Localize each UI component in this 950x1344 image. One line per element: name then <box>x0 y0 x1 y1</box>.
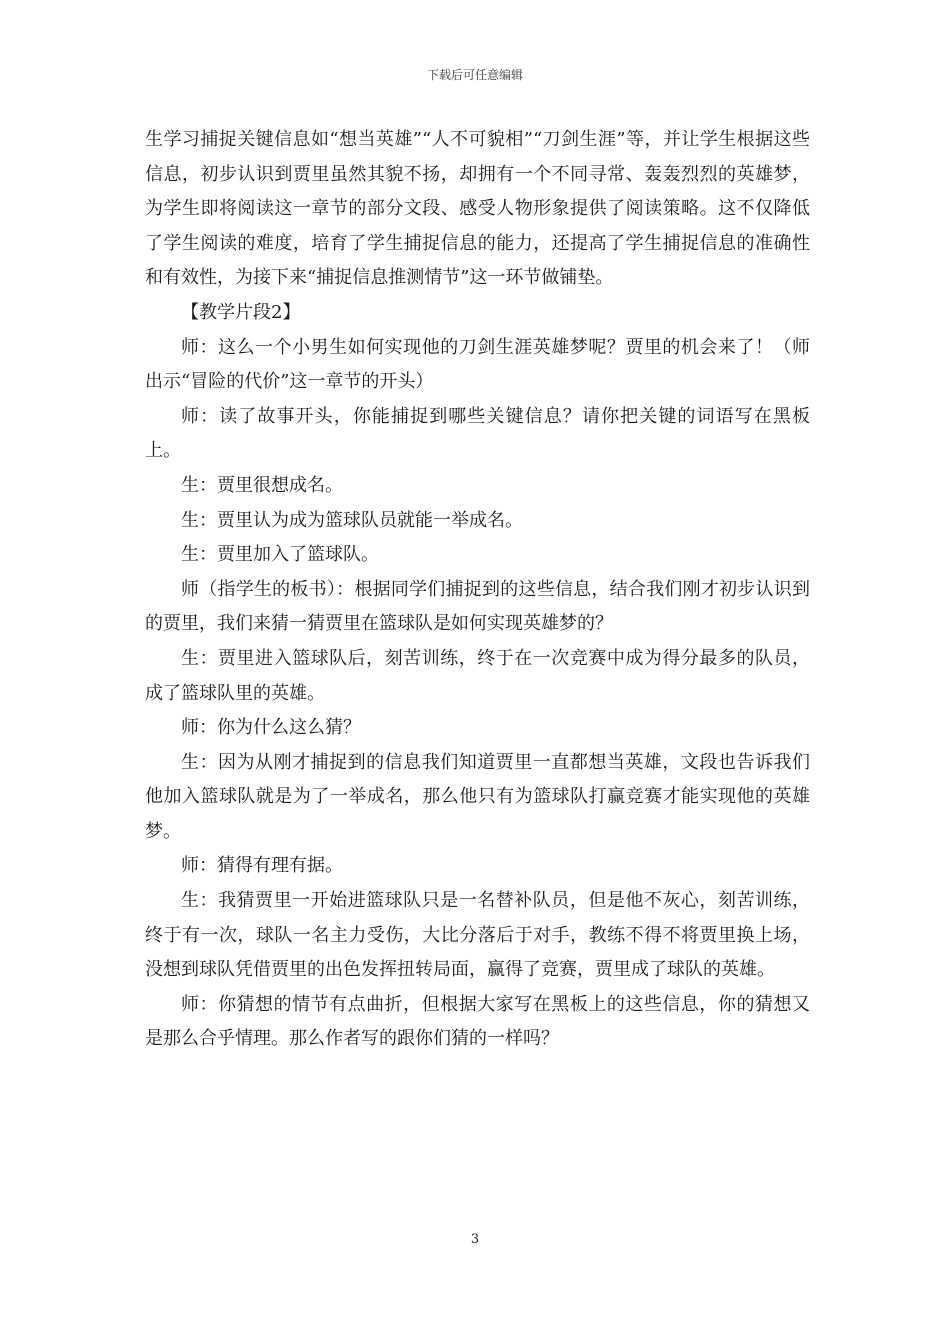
paragraph: 生：因为从刚才捕捉到的信息我们知道贾里一直都想当英雄，文段也告诉我们他加入篮球队就是为了一举成名，那么他只有为篮球队打赢竞赛才能实现他的英雄梦。 <box>145 751 810 842</box>
body-text <box>145 123 810 1057</box>
paragraph: 生：贾里很想成名。 <box>181 474 343 496</box>
page-number: 3 <box>470 1232 480 1247</box>
page-header: 下载后可任意编辑 <box>426 68 523 82</box>
paragraph: 生：贾里进入篮球队后，刻苦训练，终于在一次竞赛中成为得分最多的队员，成了篮球队里的英雄。 <box>145 647 810 704</box>
paragraph: 师（指学生的板书）：根据同学们捕捉到的这些信息，结合我们刚才初步认识到的贾里，我们来猜一猜贾里在篮球队是如何实现英雄梦的？ <box>145 578 810 635</box>
paragraph: 师：你为什么这么猜？ <box>181 717 361 739</box>
paragraph: 生学习捕捉关键信息如“想当英雄”“人不可貌相”“刀剑生涯”等，并让学生根据这些信息，初步认识到贾里虽然其貌不扬，却拥有一个不同寻常、轰轰烈烈的英雄梦，为学生即将阅读这一章节的部分文段、感受人物形象提供了阅读策略。这不仅降低了学生阅读的难度，培育了学生捕捉信息的能力，还提高了学生捕捉信息的准确性和有效性，为接下来“捕捉信息推测情节”这一环节做铺垫。 <box>145 129 810 289</box>
paragraph: 生：贾里认为成为篮球队员就能一举成名。 <box>181 509 523 531</box>
paragraph: 生：我猜贾里一开始进篮球队只是一名替补队员，但是他不灰心，刻苦训练，终于有一次，球队一名主力受伤，大比分落后于对手，教练不得不将贾里换上场，没想到球队凭借贾里的出色发挥扭转局面，赢得了竞赛，贾里成了球队的英雄。 <box>145 890 810 981</box>
paragraph: 生：贾里加入了篮球队。 <box>181 544 379 566</box>
section-heading: 【教学片段2】 <box>181 301 301 323</box>
paragraph: 师：这么一个小男生如何实现他的刀剑生涯英雄梦呢？贾里的机会来了！（师出示“冒险的代价”这一章节的开头） <box>145 336 810 393</box>
paragraph: 师：猜得有理有据。 <box>181 855 343 877</box>
paragraph: 师：读了故事开头，你能捕捉到哪些关键信息？请你把关键的词语写在黑板上。 <box>145 405 810 462</box>
paragraph: 师：你猜想的情节有点曲折，但根据大家写在黑板上的这些信息，你的猜想又是那么合乎情理。那么作者写的跟你们猜的一样吗？ <box>145 993 810 1050</box>
